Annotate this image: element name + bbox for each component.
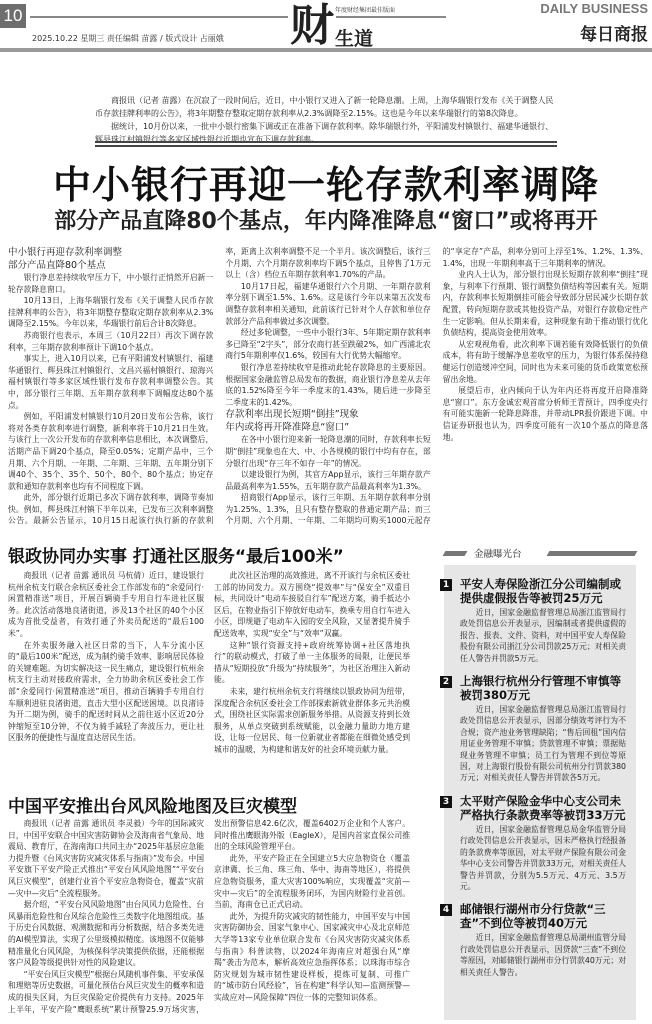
item-headline: 太平财产保险金华中心支公司未严格执行条款费率等被罚33万元 [460, 793, 626, 822]
item-number-badge: 2 [440, 676, 452, 688]
paragraph: 苏商银行也表示，本周三（10月22日）再次下调存款利率，三年期存款利率预计下调10个基点。 [8, 330, 214, 352]
paragraph: 此外，部分银行近期已多次下调存款利率，调降节奏加快。例如，辉县珠江村镇下半年以来，已发布三次利率调整公告。最新公告显示，10月15日起该行执行新的存款利率，距离上次利率调整不足一个半月。该次调整后，该行三个月期、六个月期存款利率均下调5个基点，且停售了1万元以上（含）档位五年期存款利率1.70%的产品。 [8, 247, 431, 526]
paragraph: 这种“银行资源支持+政府统筹协调+社区落地执行”的联动模式，打破了单一主体服务的局限，让便民举措从“短期投放”升级为“持续服务”，为社区治理注入新动能。 [214, 640, 410, 685]
sidebar-box [444, 565, 636, 1020]
award-note: 年度财经集团最佳版面 [335, 7, 396, 14]
sidebar-title: 金融曝光台 [474, 549, 522, 560]
lead-paragraphs [95, 94, 557, 146]
paragraph: 经过多轮调整，一些中小银行3年、5年期定期存款利率多已降至“2字头”，部分农商行甚至跌破2%，如广西浦北农商行5年期利率仅1.6%，较国有大行优势大幅缩窄。 [225, 328, 431, 361]
decorative-bar [443, 551, 468, 556]
paragraph: 招商银行App显示，该行三年期、五年期存款利率分别为1.25%、1.3%，且只有整存整取的普通定期产品；而三个月期、六个月期、一年期、二年期均可购买1000元起存的“享定存”产品，利率分别可上浮至1%、1.2%、1.3%、1.4%，出现一年期利率高于三年期利率的情况。 [225, 247, 648, 526]
sidebar-item [442, 793, 626, 892]
section-logo-character: 财 [290, 0, 334, 51]
item-headline: 邮储银行湖州市分行贷款“三查”不到位等被罚40万元 [460, 902, 606, 931]
item-headline: 上海银行杭州分行管理不审慎等被罚380万元 [460, 674, 621, 703]
paragraph: 在外卖服务融入社区日常的当下，人车分流小区的“最后100米”配送，成为制约骑手效率、影响居民体验的关键难题。为切实解决这一民生痛点，建设银行杭州余杭支行主动对接政府需求，全力协助余杭区委社会工作部“余爱同行·闲置精准送”项目，推动百辆骑手专用自行车顺利进驻良渚街道，直击大型小区配送困境。以良渚诗为开二期为例，骑手的配送时间从之前往返小区近20分钟缩短至10分钟，不仅为骑手减轻了奔波压力，更让社区服务的便捷性与温度直达居民生活。 [8, 640, 204, 743]
article2-headline: 银政协同办实事 打通社区服务“最后100米” [8, 547, 344, 567]
paragraph: 例如，平阳浦发村镇银行10月20日发布公告称，该行将对各类存款利率进行调整，新利率将于10月21日生效。与该行上一次公开发布的存款利率信息相比，本次调整后，活期产品下调20个基点，降至0.05%；定期产品中，三个月期、六个月期、一年期、二年期、三年期、五年期分别下调40个、35个、35个、50个、80个、80个基点；协定存款和通知存款利率也均有不同程度下调。 [8, 412, 214, 491]
item-text: 近日，国家金融监督管理总局浙江监管局行政处罚信息公开表显示，因部分绩效考评行为不合规；资产池业务管理缺陷；“售后回租”国内信用证业务管理不审慎；贷款管理不审慎；票据贴现业务管理不审慎；员工行为管理不到位等原因，对上海银行股份有限公司杭州分行罚款380万元；对相关责任人警告并罚款各5万元。 [460, 705, 626, 783]
paragraph: 商报讯（记者 苗露 通讯员 李灵毅）今年的国际减灾日，中国平安联合中国灾害防御协会及海南省气象局、地震局、教育厅，在海南海口共同主办“2025年基层应急能力提升暨《台风灾害防灾减灾体系与指南》”发布会。中国平安旗下平安产险正式推出“平安台风风险地图”“平安台风巨灾模型”，创建行业首个平安应急物资仓，覆盖“灾前—灾中—灾后”全流程服务。 [8, 819, 204, 898]
paragraph: 从宏观视角看，此次利率下调若能有效降低银行的负债成本，将有助于缓解净息差收窄的压力，为银行体系保持稳健运行创造缓冲空间，同时也为未来可能的货币政策宽松预留出余地。 [442, 339, 648, 384]
main-article-body [8, 246, 648, 531]
sidebar-item [442, 902, 626, 978]
item-text: 近日，国家金融监督管理总局湖州监管分局行政处罚信息公开表显示，因贷款“三查”不到位等原因，对邮储银行湖州市分行罚款40万元；对相关责任人警告。 [460, 933, 626, 977]
article2-body [8, 570, 410, 762]
sidebar-item [442, 577, 626, 664]
article3-headline: 中国平安推出台风风险地图及巨灾模型 [8, 797, 297, 817]
paragraph: “平安台风巨灾模型”根据台风随机事件集、平安承保和理赔等历史数据，可量化预估台风巨灾发生的概率和造成的损失区间，为巨灾保险定价提供有力支持。2025年上半年，平安产险“鹰眼系统”累计预警25.9万场灾害，发出预警信息42.6亿次，覆盖6402万企业和个人客户。同时推出鹰眼海外版（EagleX），是国内首家直保公司推出的全球风险管理平台。 [8, 819, 410, 1014]
subheading: 存款利率出现长短期“倒挂”现象 [225, 409, 359, 421]
paragraph: 此外，平安产险正在全国建立5大应急物资仓（覆盖京津冀、长三角、珠三角、华中、海南等地区），将提供应急物资服务，重大灾害100%响应，实现覆盖“灾前—灾中—灾后”的全流程服务闭环，为国内财险行业首创。当前，海南仓已正式启动。 [214, 853, 410, 910]
paragraph: 10月13日，上海华瑞银行发布《关于调整人民币存款挂牌利率的公告》，将3年期整存整取定期存款利率从2.3%调降至2.15%。今年以来，华瑞银行前后合计8次降息。 [8, 296, 214, 329]
paragraph: 业内人士认为，部分银行出现长短期存款利率“倒挂”现象，与利率下行预期、银行调整负债结构等因素有关。短期内，存款利率长短期倒挂可能会导致部分居民减少长期存款配置，转向短期存款或其他投资产品，对银行存款稳定性产生一定影响。但从长期来看，这种现象有助于推动银行优化负债结构，提高资金使用效率。 [442, 270, 648, 338]
double-rule [95, 141, 557, 147]
paragraph: 此次社区治理的高效推进，离不开该行与余杭区委社工部的协同发力。双方围绕“提效率”与“保安全”双重目标，共同设计“电动车接驳自行车”配送方案，骑手抵达小区后，在物业指引下停放好电动车，换乘专用自行车进入小区，即规避了电动车入园的安全风险，又显著提升骑手配送效率，实现“安全”与“效率”双赢。 [214, 571, 410, 638]
main-headline: 中小银行再迎一轮存款利率调降 [52, 163, 599, 207]
paragraph: 此外，为提升防灾减灾的韧性能力，中国平安与中国灾害防御协会、国家气象中心、国家减灾中心及北京师范大学等13家专业单位联合发布《台风灾害防灾减灾体系与指南》科普读物，以2024年海南应对超强台风“摩羯”袭击为范本，解析高效应急指挥体系；以珠海市综合防灾规划为城市韧性建设样板，提炼可复制、可推广的“城市防台风经验”，旨在构建“科学认知—监测预警—实战应对—风险保障”四位一体的完整知识体系。 [214, 911, 410, 1002]
lead-paragraph: 商报讯（记者 苗露）在沉寂了一段时间后，近日，中小银行又进入了新一轮降息潮。上周，上海华瑞银行发布《关于调整人民币存款挂牌利率的公告》，将3年期整存整取定期存款利率从2.3%调降至2.15%。这也是今年以来华瑞银行的第8次降息。 [95, 96, 554, 118]
paragraph: 在各中小银行迎来新一轮降息潮的同时，存款利率长短期“倒挂”现象也在大、中、小各规模的银行中均有存在，部分银行出现“存三年不如存一年”的情况。 [225, 435, 431, 468]
article3-body [8, 818, 410, 1024]
brand-english: DAILY BUSINESS [540, 1, 648, 16]
item-headline: 平安人寿保险浙江分公司编制或提供虚假报告等被罚25万元 [460, 577, 621, 605]
subheading: 部分产品直降80个基点 [8, 260, 106, 271]
paragraph: 据介绍，“平安台风风险地图”由台风风力危险性、台风暴雨危险性和台风综合危险性三类数字化地图组成。基于历史台风数据、观测数据和再分析数据，结合多类先进的AI模型算法，实现了公里级模拟精度。该地图不仅能够精准量化台风风险，为核保科学决策提供依据，还能根据客户风险等级提供针对性的风险建议。 [8, 900, 204, 968]
decorative-bar [547, 551, 638, 556]
item-text: 近日，国家金融监督管理总局浙江监管局行政处罚信息公开表显示，因编制或者提供虚假的报告、报表、文件、资料，对中国平安人寿保险股份有限公司浙江分公司罚款25万元；对相关责任人警告并罚款5万元。 [460, 608, 626, 663]
lead-paragraph: 据统计，10月份以来，一批中小银行密集下调或正在准备下调存款利率。除华瑞银行外，平阳浦发村镇银行、福建华通银行、辉县珠江村镇银行等多家区域性银行近期也宣布下调存款利率。 [95, 122, 554, 144]
paragraph: 事实上，进入10月以来，已有平阳浦发村镇银行、福建华通银行、辉县珠江村镇银行、文昌兴福村镇银行、琼海兴福村镇银行等多家区域性银行发布存款利率调整公告。其中，部分银行三年期、五年期存款利率下调幅度达80个基点。 [8, 354, 214, 410]
dateline: 2025.10.22 星期三 责任编辑 苗露 / 版式设计 占丽娥 [32, 34, 224, 43]
paragraph: 未来，建行杭州余杭支行将继续以银政协同为纽带，深度配合余杭区委社会工作部探索新就业群体多元共治模式，围绕社区实际需求创新服务举措。从资源支持到长效服务，从单点突破到系统赋能，以金融力量助力地方建设，让每一位居民、每一位新就业者都能在细微处感受到城市的温暖，为构建和谐友好的社会环境贡献力量。 [214, 686, 410, 754]
item-number-badge: 4 [440, 904, 452, 916]
paragraph: 以建设银行为例，其官方App显示，该行三年期存款产品最高利率为1.55%，五年期存款产品最高利率为1.3%。 [225, 470, 431, 491]
subheading: 年内或将再开降准降息“窗口” [225, 422, 350, 434]
paragraph: 银行净息差持续收窄压力下，中小银行正悄然开启新一轮存款降息窗口。 [8, 273, 214, 294]
paragraph: 商报讯（记者 苗露 通讯员 马杭倩）近日，建设银行杭州余杭支行联合余杭区委社会工作部发布的“余爱同行·闲置精准送”项目，开展百辆骑手专用自行车进社区服务。此次活动落地良渚街道，涉及13个社区的40个小区成为首批受益者，有效打通了外卖员配送的“最后100米”。 [8, 571, 204, 638]
main-subheadline: 部分产品直降80个基点，年内降准降息“窗口”或将再开 [54, 209, 598, 234]
header-rule [336, 16, 446, 18]
paragraph: 展望后市，业内倾向于认为年内还将再度开启降准降息“窗口”。东方金诚宏观首席分析师王青预计，四季度央行有可能实施新一轮降息降准，并带动LPR报价跟进下调。中信证券研报也认为，四季度可能有一次10个基点的降息落地。 [442, 386, 648, 442]
header-rule [30, 16, 288, 18]
item-number-badge: 3 [440, 796, 452, 808]
subheading: 中小银行再迎存款利率调整 [8, 247, 123, 258]
sidebar-item [442, 674, 626, 784]
paragraph: 10月17日起，福建华通银行六个月期、一年期存款利率分别下调至1.5%、1.6%。这是该行今年以来第五次发布调整存款利率相关通知，此前该行已针对个人存款和单位存款部分产品利率做过多次调整。 [225, 281, 431, 326]
brand-chinese: 每日商报 [580, 25, 648, 45]
item-text: 近日，国家金融监督管理总局金华监管分局行政处罚信息公开表显示，因未严格执行经报备的条款费率等原因，对太平财产保险有限公司金华中心支公司警告并罚款33万元，对相关责任人警告并罚款，分别为5.5万元、4万元、3.5万元。 [460, 824, 626, 891]
page-number: 10 [0, 4, 26, 28]
sidebar-header [444, 546, 636, 560]
paragraph: 银行净息差持续收窄是推动此轮存款降息的主要原因。根据国家金融监管总局发布的数据，商业银行净息差从去年底的1.52%降至今年一季度末的1.43%，随后进一步降至二季度末的1.42%。 [225, 362, 431, 407]
item-number-badge: 1 [440, 579, 452, 591]
section-name: 生道 [335, 28, 374, 50]
